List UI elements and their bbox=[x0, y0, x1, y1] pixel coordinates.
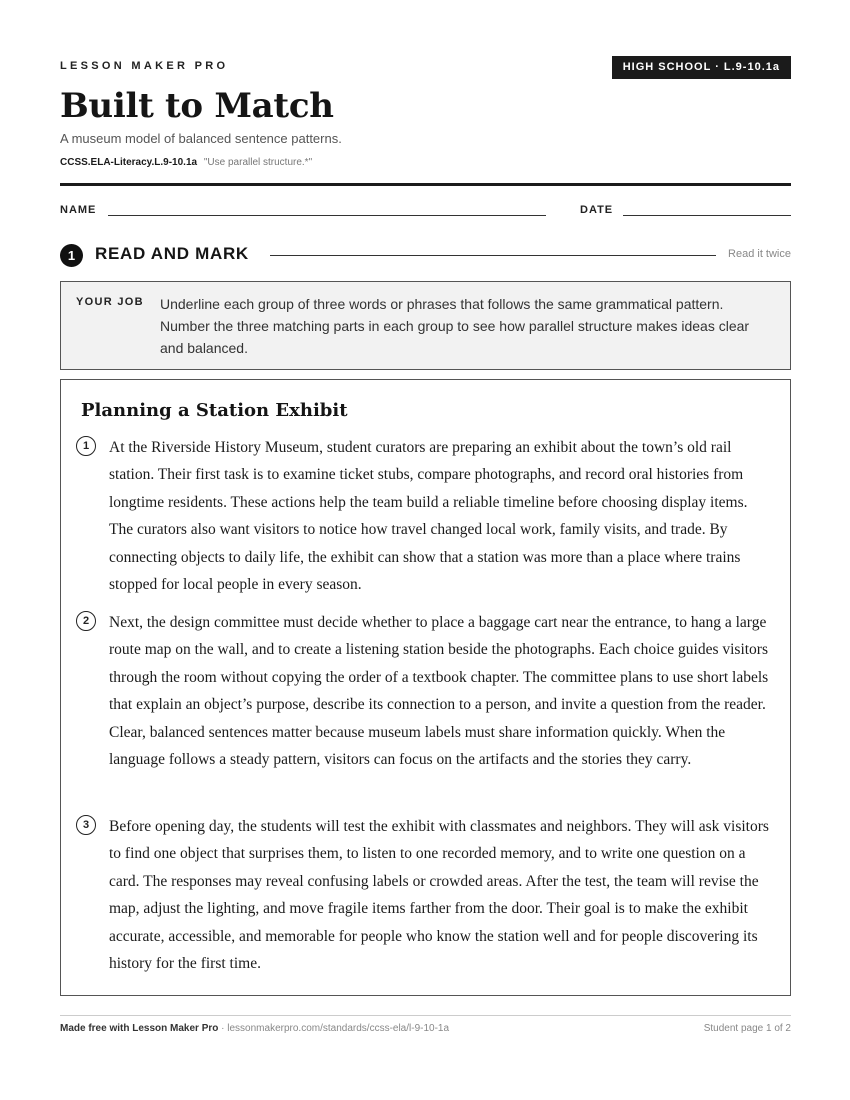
paragraph-number: 1 bbox=[76, 436, 96, 456]
footer-page-count: Student page 1 of 2 bbox=[703, 1023, 791, 1034]
section-title: READ AND MARK bbox=[95, 244, 249, 263]
instructions-label: YOUR JOB bbox=[76, 296, 144, 308]
paragraph-number: 3 bbox=[76, 815, 96, 835]
paragraph: Before opening day, the students will test the exhibit with classmates and neighbors. They will ask visitors to find one object that surprises them, to listen to one recorded memory, and to write one question on a card. The responses may reveal confusing labels or crowded areas. After the test, the team will revise the map, adjust the lighting, and move fragile items farther from the door. Their goal is to make the exhibit accurate, accessible, and memorable for people who know the station well and for people discovering its history for the first time. bbox=[109, 818, 769, 973]
standard-code: CCSS.ELA-Literacy.L.9-10.1a bbox=[60, 157, 198, 168]
section-note: Read it twice bbox=[728, 248, 791, 260]
footer-credit bbox=[60, 1023, 449, 1034]
passage-title: Planning a Station Exhibit bbox=[81, 400, 348, 421]
footer-divider bbox=[60, 1015, 791, 1016]
reading-passage bbox=[60, 379, 791, 996]
name-field[interactable] bbox=[108, 215, 546, 216]
standard-line bbox=[60, 157, 312, 168]
grade-badge: HIGH SCHOOL · L.9-10.1a bbox=[612, 56, 791, 79]
top-bar bbox=[60, 56, 791, 80]
date-label: DATE bbox=[580, 204, 614, 216]
header-divider bbox=[60, 183, 791, 186]
name-label: NAME bbox=[60, 204, 97, 216]
worksheet-page bbox=[60, 0, 791, 1100]
instructions-box bbox=[60, 281, 791, 370]
section-rule bbox=[270, 255, 716, 256]
section-header bbox=[60, 243, 791, 267]
paragraph: At the Riverside History Museum, student curators are preparing an exhibit about the town’s old rail station. Their first task is to examine ticket stubs, compare photographs, and record oral histories from longtime residents. These actions help the team build a reliable timeline before choosing display items. The curators also want visitors to notice how travel changed local work, family visits, and trade. By connecting objects to daily life, the exhibit can show that a station was more than a place where trains stopped for local people in every season. bbox=[109, 439, 748, 594]
standard-text: "Use parallel structure.*" bbox=[203, 157, 313, 168]
page-title: Built to Match bbox=[60, 86, 334, 126]
paragraph: Next, the design committee must decide whether to place a baggage cart near the entrance, to hang a large route map on the wall, and to create a listening station beside the photographs. Each choice guides visitors through the room without copying the order of a textbook chapter. The committee plans to use short labels that explain an object’s purpose, describe its connection to a person, and invite a question from the reader. Clear, balanced sentences matter because museum labels must share information quickly. When the language follows a steady pattern, visitors can focus on the artifacts and the stories they carry. bbox=[109, 614, 769, 769]
page-subtitle: A museum model of balanced sentence patterns. bbox=[60, 131, 342, 146]
footer-url[interactable]: · lessonmakerpro.com/standards/ccss-ela/l-9-10-1a bbox=[218, 1023, 450, 1034]
date-field[interactable] bbox=[623, 215, 791, 216]
step-number-badge: 1 bbox=[60, 244, 83, 267]
brand-name: LESSON MAKER PRO bbox=[60, 60, 229, 72]
footer-made-with: Made free with Lesson Maker Pro bbox=[60, 1023, 219, 1034]
paragraph-number: 2 bbox=[76, 611, 96, 631]
instructions-text: Underline each group of three words or phrases that follows the same grammatical pattern. Number the three matching parts in each group to see how parallel structure makes ideas clear and balanced. bbox=[160, 296, 750, 356]
